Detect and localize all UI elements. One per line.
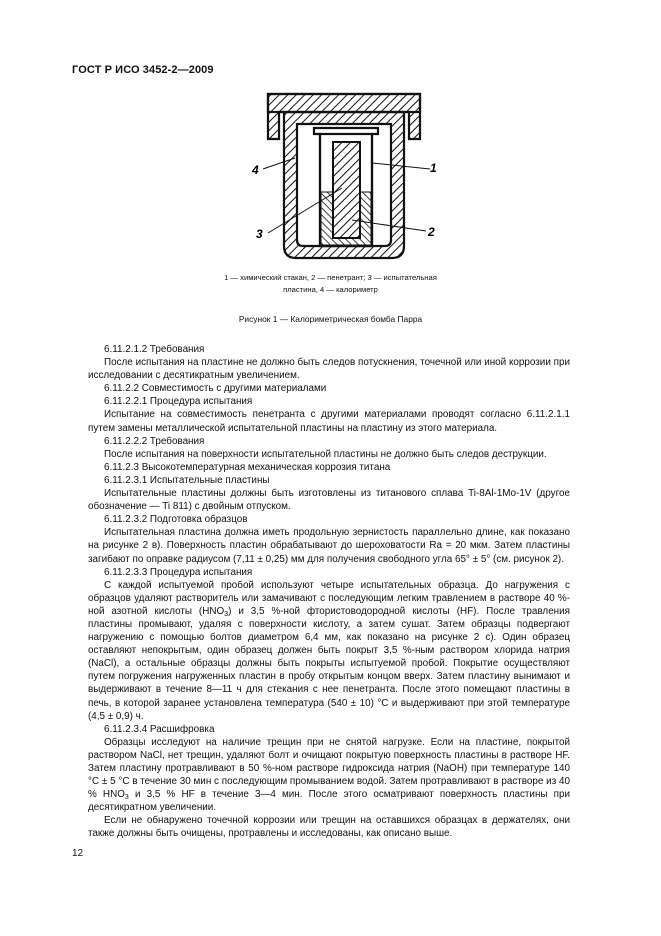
text-run: Образцы исследуют на наличие трещин при не снятой нагрузке. Если на пластине, покрытой раствором NaCl, нет трещин, удаляют болт и очищают покрытую поверхность пластины в растворе HF. Затем пластину протравливают в 50 %-ном растворе гидроксида натрия (NaOH) при температуре 140 °С ± 5 °С в течение 30 мин с последующим промыванием водой. Затем протравливают в растворе из 40 % HNO xyxy=(88,736,570,801)
paragraph xyxy=(88,736,570,815)
section-heading: 6.11.2.2.1 Процедура испытания xyxy=(104,396,253,408)
parr-bomb-figure xyxy=(0,0,661,300)
section-heading: 6.11.2.2.2 Требования xyxy=(104,435,205,447)
text-run: С каждой испытуемой пробой используют четыре испытательных образца. До нагружения с образцов удаляют растворитель или замачивают с последующим легким травлением в растворе 40 %-ной азотной кислоты (HNO xyxy=(88,579,570,617)
section-heading: 6.11.2.3 Высокотемпературная механическая коррозия титана xyxy=(104,461,391,473)
section-heading: 6.11.2.3.3 Процедура испытания xyxy=(104,566,253,578)
text-run: ) и 3,5 %-ной фтористоводородной кислоты (HF). После травления пластины промывают, удаляя с поверхности кислоту, а затем сушат. Затем образцы подвергают нагружению с помощью болтов диаметром 6,4 мм, как показано на рисунке 2 с). Один образец оставляют непокрытым, один образец должен быть покрыт 3,5 %-ным раствором хлорида натрия (NaCl), а остальные образцы должны быть покрыты испытуемой пробой. Покрытие осуществляют путем погружения нагруженных пластин в пробу открытым концом вверх. Затем пластину вынимают и выдерживают в течение 8—11 ч для стекания с нее пенетранта. После этого помещают пластины в печь, в которой заранее установлена температура (540 ± 10) °С и выдерживают при этой температуре (4,5 ± 0,9) ч. xyxy=(88,605,571,722)
section-heading: 6.11.2.3.4 Расшифровка xyxy=(104,723,215,735)
subscript: 3 xyxy=(124,794,129,802)
paragraph: После испытания на пластине не должно быть следов потускнения, точечной или иной коррозии при исследовании с десятикратным увеличением. xyxy=(88,357,570,382)
figure-label-3: 3 xyxy=(256,227,263,241)
document-header: ГОСТ Р ИСО 3452-2—2009 xyxy=(72,64,214,76)
text-run: и 3,5 % HF в течение 3—4 мин. После этого осматривают поверхность пластины при десятикратном увеличении. xyxy=(88,789,571,814)
section-heading: 6.11.2.3.1 Испытательные пластины xyxy=(104,474,270,486)
paragraph xyxy=(88,579,570,723)
figure-legend xyxy=(0,272,661,296)
page-number: 12 xyxy=(72,848,84,859)
body-text xyxy=(88,343,570,841)
figure-label-4: 4 xyxy=(252,163,259,177)
paragraph: После испытания на поверхности испытательной пластины не должно быть следов деструкции. xyxy=(104,448,547,460)
paragraph: Испытательная пластина должна иметь продольную зернистость параллельно длине, как показано на рисунке 2 в). Поверхность пластин обрабатывают до шероховатости Ra = 20 мкм. Затем пластины загибают по оправке радиусом (7,11 ± 0,25) мм для получения свободного угла 65° ± 5° (см. рисунок 2). xyxy=(88,527,570,565)
test-plate xyxy=(333,142,360,238)
paragraph: Если не обнаружено точечной коррозии или трещин на оставшихся образцах в держателях, они также должны быть очищены, протравлены и исследованы, как описано выше. xyxy=(88,815,570,840)
figure-label-2: 2 xyxy=(428,225,435,239)
paragraph: Испытание на совместимость пенетранта с другими материалами проводят согласно 6.11.2.1.1 путем замены металлической испытательной пластины на пластину из этого материала. xyxy=(88,409,570,434)
paragraph: Испытательные пластины должны быть изготовлены из титанового сплава Ti-8Al-1Mo-1V (другое обозначение — Ti 811) с двойным отпуском. xyxy=(88,488,570,513)
figure-label-1: 1 xyxy=(430,161,437,175)
figure-legend-line: 1 — химический стакан, 2 — пенетрант; 3 — испытательная xyxy=(224,273,437,282)
subscript: 3 xyxy=(224,610,229,618)
figure-legend-line: пластина, 4 — калориметр xyxy=(283,285,378,294)
figure-title: Рисунок 1 — Калориметрическая бомба Парра xyxy=(238,314,423,324)
section-heading: 6.11.2.1.2 Требования xyxy=(104,344,205,355)
section-heading: 6.11.2.2 Совместимость с другими материалами xyxy=(104,383,327,395)
section-heading: 6.11.2.3.2 Подготовка образцов xyxy=(104,514,248,526)
